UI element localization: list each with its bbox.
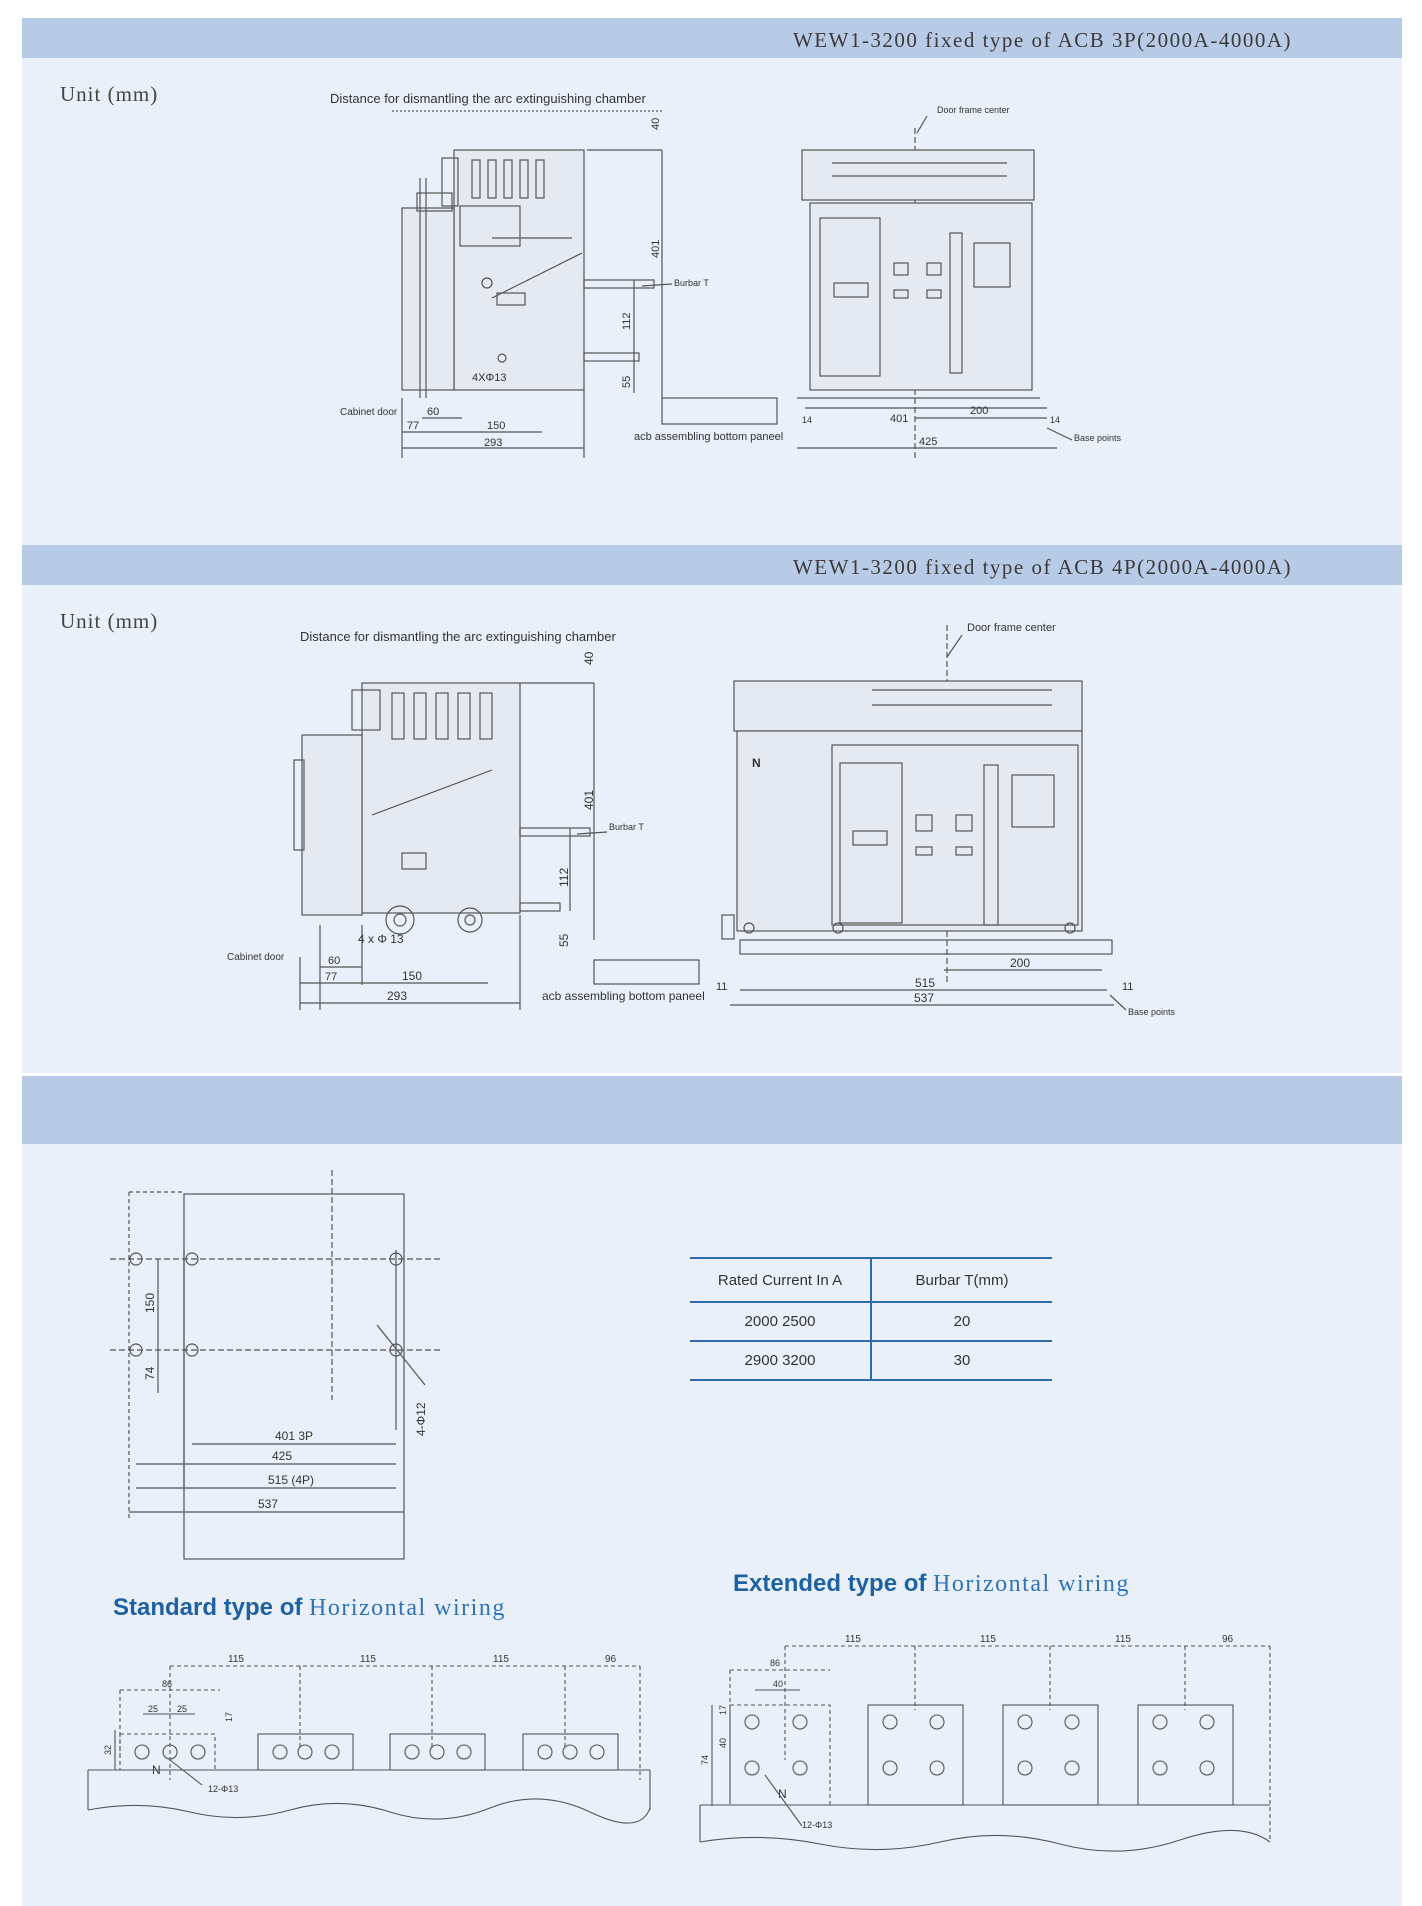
svg-text:115: 115 [228,1654,244,1665]
svg-text:96: 96 [1222,1634,1234,1645]
svg-text:401 3P: 401 3P [275,1429,314,1443]
bottom-panel-label-3p: acb assembling bottom paneel [634,431,784,443]
cabinet-door-label-3p: Cabinet door [340,407,398,418]
dismantle-label-4p: Distance for dismantling the arc extinguishing chamber [300,629,616,644]
mounting-hole-drawing [100,1160,580,1560]
svg-text:515 (4P): 515 (4P) [268,1473,315,1487]
svg-text:112: 112 [557,867,571,887]
svg-text:86: 86 [162,1679,173,1689]
unit-label-4p: Unit (mm) [60,609,159,633]
svg-text:115: 115 [360,1654,376,1665]
svg-text:11: 11 [1122,981,1134,993]
svg-text:25: 25 [148,1704,159,1714]
svg-text:40: 40 [718,1737,728,1748]
front-view-3p [797,105,1122,458]
svg-text:112: 112 [621,312,633,330]
bottom-panel-label-4p: acb assembling bottom paneel [542,989,705,1003]
svg-text:25: 25 [177,1704,188,1714]
cabinet-door-label-4p: Cabinet door [227,952,285,963]
holes-label-4p: 4 x Φ 13 [358,932,404,946]
svg-text:60: 60 [427,406,440,418]
svg-text:40: 40 [773,1679,784,1689]
svg-text:150: 150 [487,420,506,432]
side-view-4p [227,629,705,1010]
svg-text:200: 200 [970,405,989,417]
section-4p-header [22,545,1402,585]
svg-text:115: 115 [493,1654,509,1665]
drawing-4p [22,585,1402,1073]
door-frame-label-3p: Door frame center [937,105,1010,115]
svg-text:11: 11 [716,981,728,993]
door-frame-label-4p: Door frame center [967,622,1056,634]
busbar-table [690,1257,1052,1381]
standard-heading: Standard type of Horizontal wiring [113,1594,506,1621]
svg-text:74: 74 [143,1366,157,1380]
section-4p-panel [22,585,1402,1073]
extended-wiring-drawing [690,1630,1290,1860]
svg-text:60: 60 [328,955,341,967]
busbar-label-3p: Burbar T [674,278,709,288]
svg-text:200: 200 [1010,956,1031,970]
svg-text:115: 115 [980,1634,996,1645]
svg-text:77: 77 [407,420,420,432]
standard-wiring-drawing [80,1650,660,1830]
side-view-3p [330,91,783,458]
svg-text:401: 401 [650,239,662,258]
table-header-busbar: Burbar T(mm) [871,1258,1052,1302]
svg-text:150: 150 [143,1292,157,1313]
svg-text:12-Φ13: 12-Φ13 [208,1784,239,1794]
section-3-header [22,1076,1402,1144]
neutral-label-extended: N [778,1787,787,1801]
busbar-label-4p: Burbar T [609,822,644,832]
neutral-label-4p: N [752,756,761,770]
svg-text:77: 77 [325,971,338,983]
svg-text:425: 425 [919,436,938,448]
base-points-label-4p: Base points [1128,1007,1176,1017]
base-points-label-3p: Base points [1074,433,1122,443]
holes-label-3p: 4XΦ13 [472,372,507,384]
svg-text:401: 401 [890,413,909,425]
extended-heading: Extended type of Horizontal wiring [733,1570,1130,1597]
svg-text:4-Φ12: 4-Φ12 [414,1402,428,1436]
neutral-label-standard: N [152,1763,161,1777]
svg-text:293: 293 [484,437,503,449]
svg-text:32: 32 [103,1744,113,1755]
section-3p-header [22,18,1402,58]
section-3p-panel [22,58,1402,546]
front-view-4p [716,622,1176,1017]
unit-label-3p: Unit (mm) [60,82,159,106]
section-4p-title: WEW1-3200 fixed type of ACB 4P(2000A-4000A) [792,555,1292,579]
svg-text:74: 74 [700,1754,710,1765]
table-row: 2900 3200 30 [690,1341,1052,1380]
svg-text:40: 40 [582,651,596,665]
svg-text:14: 14 [1050,415,1061,425]
svg-text:12-Φ13: 12-Φ13 [802,1820,833,1830]
svg-text:150: 150 [402,969,423,983]
svg-text:17: 17 [224,1711,234,1722]
svg-text:537: 537 [258,1497,279,1511]
svg-text:17: 17 [718,1704,728,1715]
svg-text:293: 293 [387,989,408,1003]
svg-text:55: 55 [621,375,633,388]
svg-text:86: 86 [770,1658,781,1668]
svg-text:96: 96 [605,1654,617,1665]
dismantle-label-3p: Distance for dismantling the arc extinguishing chamber [330,91,646,106]
table-row: 2000 2500 20 [690,1302,1052,1341]
svg-text:115: 115 [845,1634,861,1645]
svg-text:115: 115 [1115,1634,1131,1645]
section-3p-title: WEW1-3200 fixed type of ACB 3P(2000A-4000A) [792,28,1292,52]
svg-text:515: 515 [915,976,936,990]
table-header-current: Rated Current In A [690,1258,871,1302]
svg-text:401: 401 [582,789,596,810]
svg-text:40: 40 [650,117,662,130]
svg-text:55: 55 [557,933,571,947]
svg-text:14: 14 [802,415,813,425]
svg-text:537: 537 [914,991,935,1005]
svg-text:425: 425 [272,1449,293,1463]
drawing-3p [22,58,1402,546]
